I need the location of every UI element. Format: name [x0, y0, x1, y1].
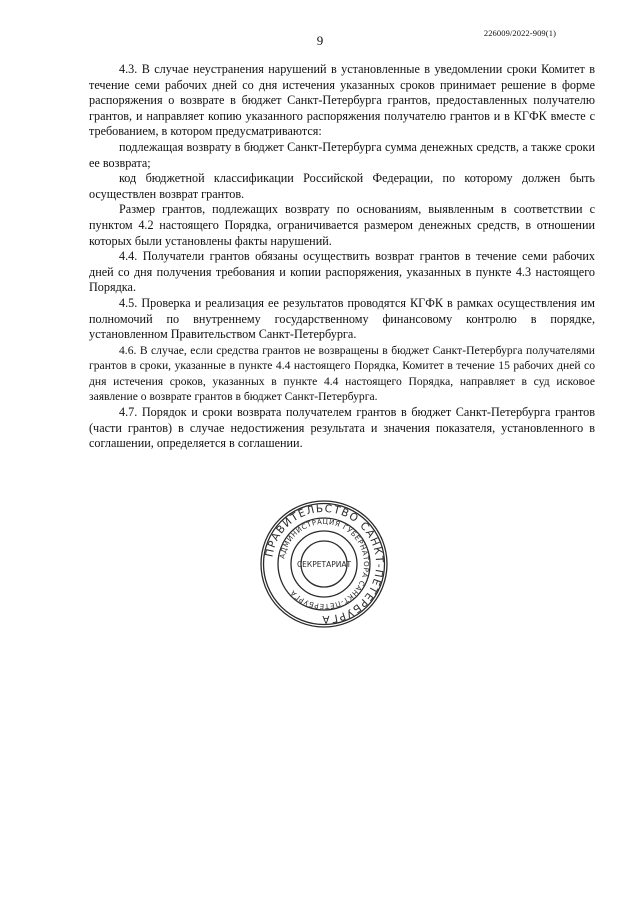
- paragraph-4-3-item-2: код бюджетной классификации Российской Федерации, по которому должен быть осуществлен возврат грантов.: [89, 171, 595, 201]
- paragraph-4-5: 4.5. Проверка и реализация ее результатов проводятся КГФК в рамках осуществления им полномочий по внутреннему государственному финансовому контролю в порядке, установленном Правительством Санкт-Петербурга.: [89, 295, 595, 342]
- page-number: 9: [316, 33, 324, 48]
- seal-outer-text: ПРАВИТЕЛЬСТВО САНКТ-ПЕТЕРБУРГА: [263, 502, 386, 626]
- seal-graphic: [258, 498, 390, 630]
- seal-center-text: СЕКРЕТАРИАТ: [296, 560, 352, 569]
- seal-inner-text: АДМИНИСТРАЦИЯ ГУБЕРНАТОРА САНКТ-ПЕТЕРБУРГА: [278, 517, 371, 611]
- paragraph-refund-size: Размер грантов, подлежащих возврату по основаниям, выявленным в соответствии с пунктом 4.2 настоящего Порядка, ограничивается размером денежных средств, в отношении которых были установлены факты нарушений.: [89, 202, 595, 248]
- paragraph-4-3-item-1: подлежащая возврату в бюджет Санкт-Петербурга сумма денежных средств, а также сроки ее возврата;: [89, 139, 595, 170]
- paragraph-4-6: 4.6. В случае, если средства грантов не возвращены в бюджет Санкт-Петербурга получателями грантов в сроки, указанные в пункте 4.4 настоящего Порядка, Комитет в течение 15 рабочих дней со дня истечения сроков, указанных в пункте 4.4 настоящего Порядка, направляет в суд исковое заявление о возврате грантов в бюджет Санкт-Петербурга.: [89, 343, 595, 404]
- document-body: [89, 62, 595, 452]
- paragraph-4-3: 4.3. В случае неустранения нарушений в установленные в уведомлении сроки Комитет в течение семи рабочих дней со дня истечения указанных сроков принимает решение в форме распоряжения о возврате в бюджет Санкт-Петербурга грантов, предоставленных получателю грантов, и направляет копию указанного распоряжения получателю грантов и в КГФК вместе с требованием, в котором предусматриваются:: [89, 62, 595, 139]
- official-seal: [258, 498, 390, 630]
- paragraph-4-7: 4.7. Порядок и сроки возврата получателем грантов в бюджет Санкт-Петербурга грантов (части грантов) в случае недостижения результата и значения показателя, установленного в соглашении, определяется в соглашении.: [89, 405, 595, 451]
- paragraph-4-4: 4.4. Получатели грантов обязаны осуществить возврат грантов в течение семи рабочих дней со дня получения требования и копии распоряжения, указанных в пункте 4.3 настоящего Порядка.: [89, 249, 595, 295]
- document-id: 226009/2022-909(1): [483, 28, 556, 38]
